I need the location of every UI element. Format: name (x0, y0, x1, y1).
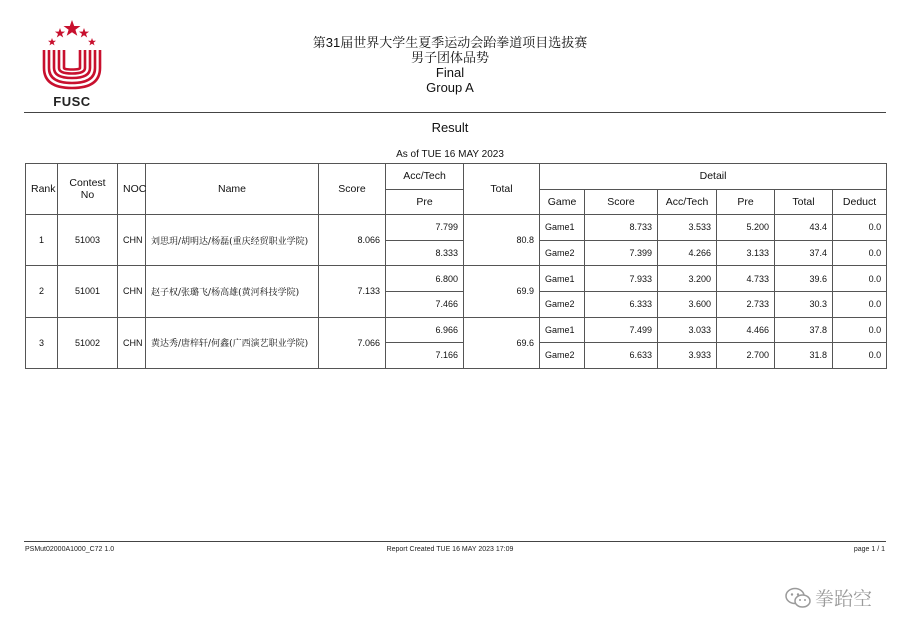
table-row (26, 317, 887, 343)
acc-tech-cell: 6.800 (386, 266, 464, 292)
score-cell: 7.066 (319, 317, 386, 368)
pre-cell: 8.333 (386, 240, 464, 266)
team-name-cell: 刘思玥/胡明达/杨磊(重庆经贸职业学院) (146, 215, 319, 266)
as-of-date: As of TUE 16 MAY 2023 (396, 149, 504, 160)
game-score-cell: 7.399 (585, 240, 658, 266)
footer-divider (24, 541, 886, 542)
game-cell: Game1 (540, 317, 585, 343)
team-name-cell: 黄达秀/唐梓轩/何鑫(广西演艺职业学院) (146, 317, 319, 368)
game-acc-tech-cell: 4.266 (658, 240, 717, 266)
document-title (0, 35, 900, 95)
results-table (25, 163, 887, 369)
header-detail-score: Score (585, 189, 658, 215)
game-pre-cell: 4.466 (717, 317, 775, 343)
score-cell: 8.066 (319, 215, 386, 266)
header-detail-pre: Pre (717, 189, 775, 215)
game-cell: Game2 (540, 240, 585, 266)
report-created: Report Created TUE 16 MAY 2023 17:09 (386, 546, 514, 553)
pre-cell: 7.466 (386, 291, 464, 317)
game-pre-cell: 5.200 (717, 215, 775, 241)
header-detail: Detail (540, 164, 887, 190)
noc-cell: CHN (118, 317, 146, 368)
game-deduct-cell: 0.0 (833, 266, 887, 292)
game-pre-cell: 2.733 (717, 291, 775, 317)
game-acc-tech-cell: 3.033 (658, 317, 717, 343)
watermark (785, 584, 872, 611)
header-score: Score (319, 164, 386, 215)
header-name: Name (146, 164, 319, 215)
game-pre-cell: 3.133 (717, 240, 775, 266)
game-cell: Game2 (540, 291, 585, 317)
game-deduct-cell: 0.0 (833, 215, 887, 241)
game-total-cell: 39.6 (775, 266, 833, 292)
contest-no-cell: 51001 (58, 266, 118, 317)
pre-cell: 7.166 (386, 343, 464, 369)
total-cell: 69.6 (464, 317, 540, 368)
game-total-cell: 37.8 (775, 317, 833, 343)
game-acc-tech-cell: 3.600 (658, 291, 717, 317)
total-cell: 80.8 (464, 215, 540, 266)
header-total: Total (464, 164, 540, 215)
event-title: 第31届世界大学生夏季运动会跆拳道项目选拔赛 (312, 35, 588, 50)
wechat-icon (785, 587, 811, 609)
game-score-cell: 7.499 (585, 317, 658, 343)
header-acc-tech: Acc/Tech (386, 164, 464, 190)
header-game: Game (540, 189, 585, 215)
rank-cell: 1 (26, 215, 58, 266)
watermark-text: 拳跆空 (814, 588, 872, 610)
header-detail-total: Total (775, 189, 833, 215)
game-cell: Game2 (540, 343, 585, 369)
game-acc-tech-cell: 3.533 (658, 215, 717, 241)
game-deduct-cell: 0.0 (833, 317, 887, 343)
rank-cell: 3 (26, 317, 58, 368)
table-header-row (26, 164, 887, 190)
contest-no-cell: 51002 (58, 317, 118, 368)
event-phase: Final (435, 65, 465, 80)
game-deduct-cell: 0.0 (833, 291, 887, 317)
event-group: Group A (426, 80, 474, 95)
game-cell: Game1 (540, 266, 585, 292)
game-pre-cell: 4.733 (717, 266, 775, 292)
header-detail-acc-tech: Acc/Tech (658, 189, 717, 215)
game-score-cell: 8.733 (585, 215, 658, 241)
game-total-cell: 37.4 (775, 240, 833, 266)
game-deduct-cell: 0.0 (833, 343, 887, 369)
rank-cell: 2 (26, 266, 58, 317)
report-code: PSMut02000A1000_C72 1.0 (25, 546, 115, 553)
noc-cell: CHN (118, 215, 146, 266)
game-total-cell: 30.3 (775, 291, 833, 317)
header-pre: Pre (386, 189, 464, 215)
noc-cell: CHN (118, 266, 146, 317)
header-divider (24, 112, 886, 113)
acc-tech-cell: 7.799 (386, 215, 464, 241)
game-total-cell: 43.4 (775, 215, 833, 241)
game-acc-tech-cell: 3.933 (658, 343, 717, 369)
table-row (26, 215, 887, 241)
score-cell: 7.133 (319, 266, 386, 317)
game-total-cell: 31.8 (775, 343, 833, 369)
game-score-cell: 7.933 (585, 266, 658, 292)
total-cell: 69.9 (464, 266, 540, 317)
game-pre-cell: 2.700 (717, 343, 775, 369)
header-rank: Rank (26, 164, 58, 215)
acc-tech-cell: 6.966 (386, 317, 464, 343)
game-score-cell: 6.333 (585, 291, 658, 317)
contest-no-cell: 51003 (58, 215, 118, 266)
game-score-cell: 6.633 (585, 343, 658, 369)
logo-text: FUSC (53, 94, 91, 109)
event-discipline: 男子团体品势 (410, 50, 489, 65)
game-deduct-cell: 0.0 (833, 240, 887, 266)
result-heading: Result (431, 120, 469, 135)
page-number: page 1 / 1 (853, 546, 885, 553)
game-acc-tech-cell: 3.200 (658, 266, 717, 292)
header-contest-no: Contest No (58, 164, 118, 215)
header-deduct: Deduct (833, 189, 887, 215)
game-cell: Game1 (540, 215, 585, 241)
header-noc: NOC (118, 164, 146, 215)
team-name-cell: 赵子权/张璐飞/杨高雄(黄河科技学院) (146, 266, 319, 317)
table-row (26, 266, 887, 292)
